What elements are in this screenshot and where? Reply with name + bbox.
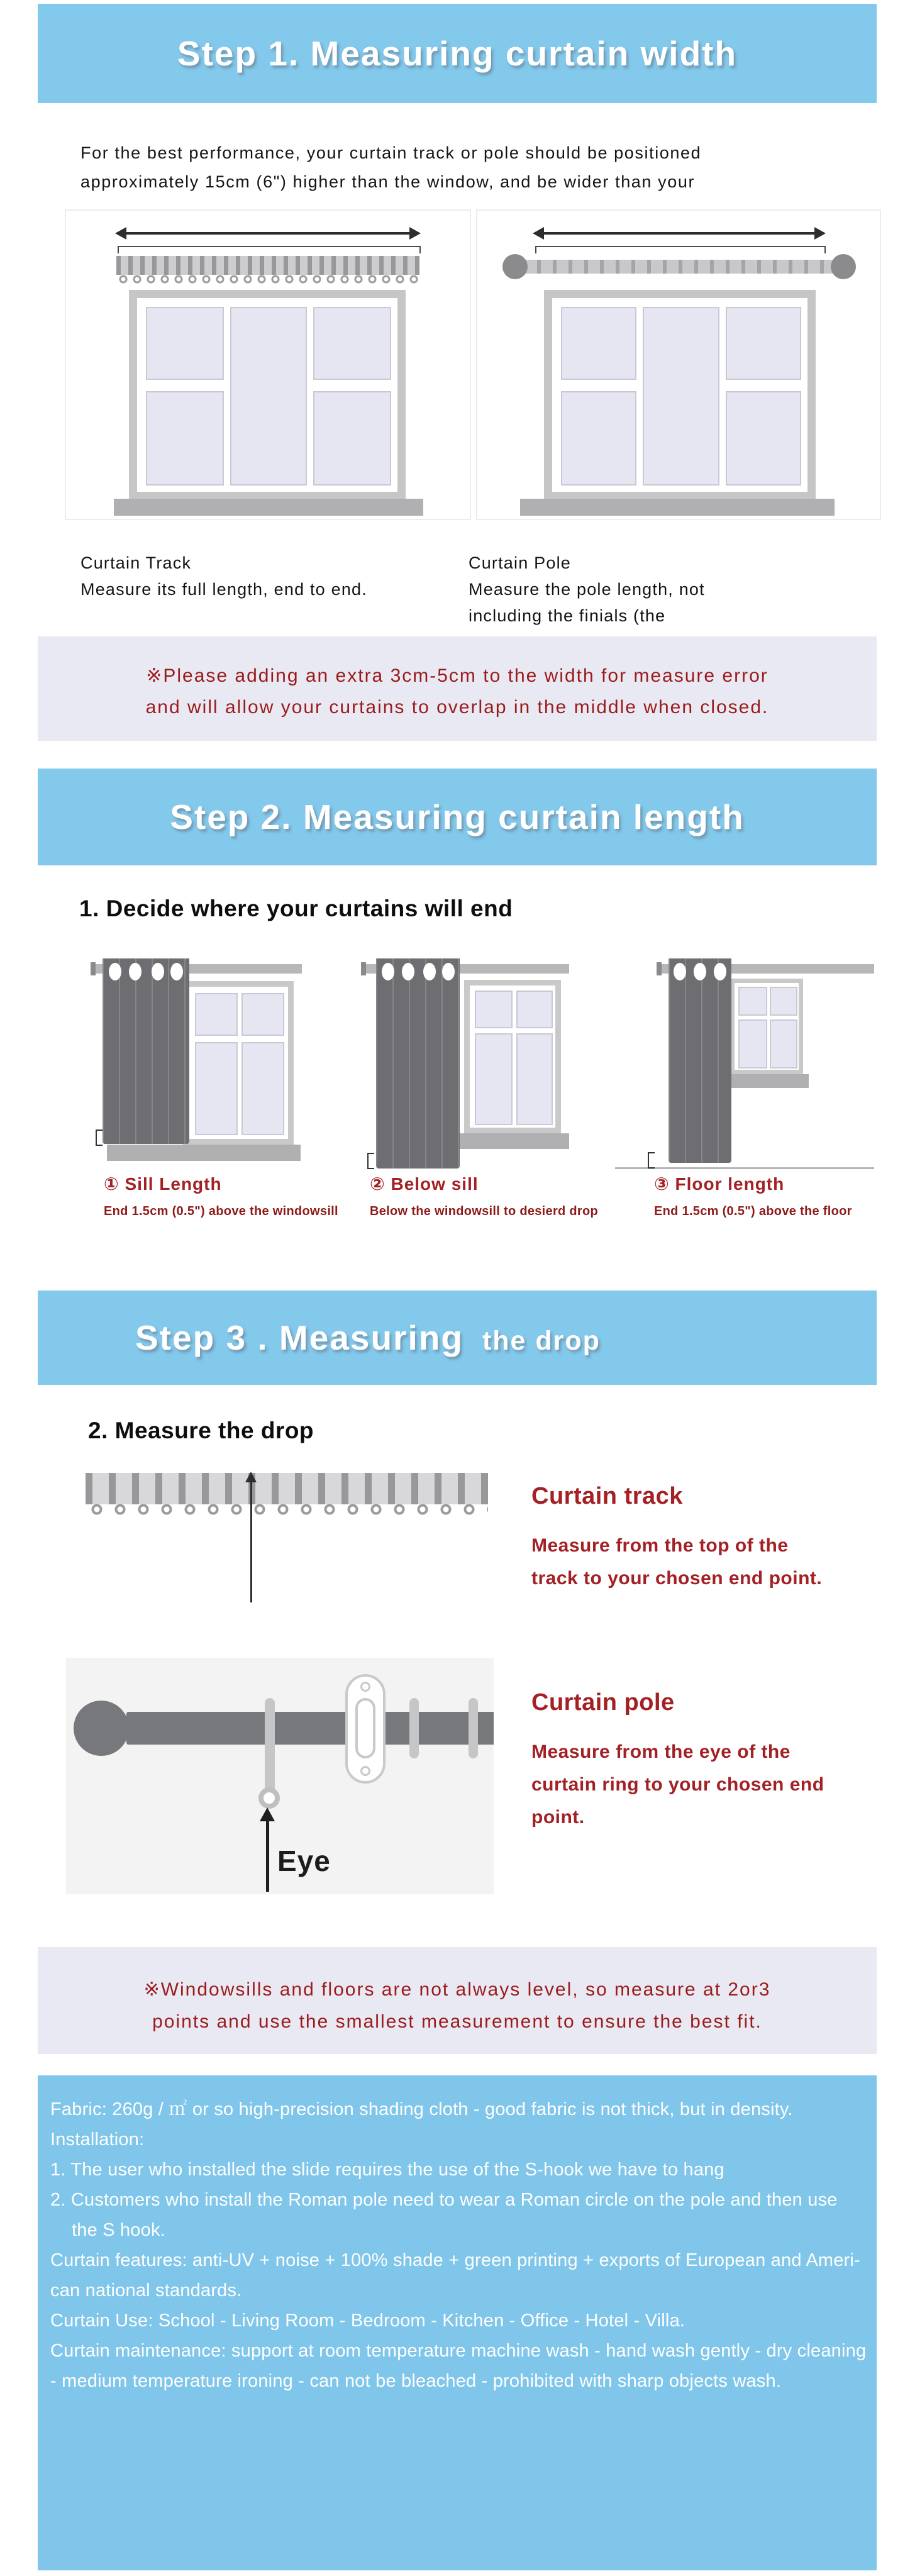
- grommet-icon: [402, 963, 414, 980]
- curtain-ring-graphic: [265, 1698, 275, 1792]
- level-notice-line1: ※Windowsills and floors are not always level, so measure at 2or3: [143, 1979, 771, 2000]
- grommet-icon: [152, 963, 164, 980]
- window-pane: [241, 1042, 284, 1135]
- footer-line: 2. Customers who install the Roman pole need to wear a Roman circle on the pole and then use: [50, 2190, 838, 2210]
- window-pane: [475, 1033, 513, 1125]
- curtain-track-graphic: [116, 256, 419, 275]
- pole-drop-line1: Measure from the eye of the: [531, 1741, 791, 1762]
- window-pane: [313, 307, 391, 380]
- footer-line: 1. The user who installed the slide requires the use of the S-hook we have to hang: [50, 2160, 724, 2180]
- pole-drop-line2: curtain ring to your chosen end: [531, 1774, 824, 1795]
- step2-title: Step 2. Measuring curtain length: [170, 797, 745, 836]
- pole-caption-body-line1: Measure the pole length, not: [469, 580, 705, 599]
- window-graphic: [464, 980, 561, 1133]
- eye-label: Eye: [277, 1845, 331, 1877]
- curtain-track-diagram: [65, 209, 471, 520]
- bracket-slot: [355, 1698, 375, 1758]
- pole-caption-body-line2: including the finials (the: [469, 606, 666, 625]
- window-frame: [470, 985, 555, 1128]
- window-pane: [738, 1019, 767, 1069]
- option-title: ③ Floor length: [654, 1174, 785, 1194]
- step3-title-sub: the drop: [482, 1326, 601, 1356]
- window-pane: [146, 307, 224, 380]
- option-desc: Below the windowsill to desierd drop: [370, 1204, 599, 1218]
- track-drop-body: [531, 1530, 822, 1595]
- footer-line: Curtain Use: School - Living Room - Bedroom - Kitchen - Office - Hotel - Villa.: [50, 2311, 685, 2331]
- window-graphic: [183, 981, 294, 1145]
- footer-spacer: [38, 2075, 877, 2094]
- window-pane: [561, 391, 636, 486]
- step1-title: Step 1. Measuring curtain width: [177, 34, 738, 73]
- window-graphic: [129, 290, 406, 500]
- pole-drop-body: [531, 1736, 824, 1834]
- step3-subtitle: 2. Measure the drop: [88, 1418, 314, 1443]
- window-pane: [770, 987, 797, 1016]
- window-pane: [516, 991, 553, 1028]
- window-frame: [137, 298, 397, 492]
- option-desc: End 1.5cm (0.5") above the floor: [654, 1204, 852, 1218]
- step1-header-band: [38, 4, 877, 103]
- level-notice: [38, 1947, 877, 2054]
- track-gliders-graphic: [86, 1503, 488, 1518]
- option-title: ① Sill Length: [104, 1174, 222, 1194]
- track-caption-body: Measure its full length, end to end.: [80, 580, 367, 599]
- option-sill-length: [104, 1174, 338, 1219]
- window-pane: [195, 1042, 238, 1135]
- width-notice: [38, 636, 877, 741]
- windowsill-graphic: [458, 1133, 569, 1149]
- curtain-graphic: [376, 958, 460, 1169]
- grommet-icon: [382, 963, 394, 980]
- window-graphic: [730, 979, 803, 1074]
- step1-intro-line2: approximately 15cm (6") higher than the window, and be wider than your: [80, 172, 696, 191]
- option-desc: End 1.5cm (0.5") above the windowsill: [104, 1204, 338, 1218]
- option-title: ② Below sill: [370, 1174, 479, 1194]
- step3-header-band: [38, 1291, 877, 1385]
- grommet-icon: [170, 963, 183, 980]
- window-pane: [770, 1019, 797, 1069]
- window-frame: [189, 987, 288, 1139]
- footer-line: Curtain maintenance: support at room temperature machine wash - hand wash gently - dry cleaning: [50, 2341, 867, 2361]
- window-pane: [241, 993, 284, 1036]
- footer-line: Curtain features: anti-UV + noise + 100% shade + green printing + exports of European and Ameri-: [50, 2250, 860, 2270]
- step2-header-band: [38, 769, 877, 865]
- curtain-graphic: [669, 958, 731, 1163]
- footer-line: - medium temperature ironing - can not be bleached - prohibited with sharp objects wash.: [50, 2371, 782, 2391]
- window-pane: [516, 1033, 553, 1125]
- window-pane: [738, 987, 767, 1016]
- grommet-icon: [694, 963, 706, 980]
- pole-drop-title: Curtain pole: [531, 1689, 675, 1716]
- track-caption: [80, 550, 367, 602]
- finial-right-icon: [831, 254, 856, 279]
- width-arrow-icon: [118, 232, 418, 235]
- pole-drop-line3: point.: [531, 1807, 585, 1828]
- wall-bracket-graphic: [345, 1674, 386, 1784]
- step1-intro-line1: For the best performance, your curtain track or pole should be positioned: [80, 143, 702, 162]
- length-mark-icon: [96, 1130, 103, 1146]
- window-pane: [475, 991, 513, 1028]
- grommet-icon: [109, 963, 121, 980]
- pole-caption: [469, 550, 705, 629]
- grommet-icon: [423, 963, 436, 980]
- eye-arrow-icon: [266, 1818, 269, 1892]
- track-caption-title: Curtain Track: [80, 553, 192, 572]
- curtain-track-graphic: [86, 1473, 488, 1504]
- track-drop-line1: Measure from the top of the: [531, 1535, 789, 1556]
- window-pane: [643, 307, 719, 486]
- windowsill-graphic: [724, 1074, 809, 1088]
- step2-subtitle: 1. Decide where your curtains will end: [79, 896, 513, 921]
- product-info-panel: [38, 2075, 877, 2570]
- pole-drop-illustration: [66, 1658, 494, 1894]
- pole-rod-graphic: [136, 1712, 494, 1745]
- track-drop-title: Curtain track: [531, 1483, 683, 1509]
- curtain-ring-graphic: [469, 1698, 478, 1758]
- window-pane: [146, 391, 224, 486]
- windowsill-graphic: [114, 499, 423, 516]
- footer-line: the S hook.: [72, 2220, 165, 2240]
- window-frame: [552, 298, 807, 492]
- window-pane: [561, 307, 636, 380]
- footer-line: Fabric: 260g / ㎡ or so high-precision shading cloth - good fabric is not thick, but in density.: [50, 2099, 793, 2119]
- track-drop-line2: track to your chosen end point.: [531, 1568, 823, 1589]
- window-pane: [230, 307, 307, 486]
- width-arrow-icon: [535, 232, 823, 235]
- track-gliders-graphic: [116, 274, 419, 286]
- curtain-pole-diagram: [476, 209, 881, 520]
- window-pane: [726, 307, 801, 380]
- grommet-icon: [674, 963, 686, 980]
- footer-line: can national standards.: [50, 2280, 242, 2301]
- footer-line: Installation:: [50, 2129, 145, 2150]
- curtain-ring-graphic: [409, 1698, 419, 1758]
- grommet-icon: [129, 963, 141, 980]
- curtain-graphic: [103, 958, 189, 1144]
- windowsill-graphic: [520, 499, 835, 516]
- finial-icon: [74, 1701, 129, 1756]
- width-notice-line2: and will allow your curtains to overlap in the middle when closed.: [145, 697, 769, 718]
- level-notice-line2: points and use the smallest measurement to ensure the best fit.: [152, 2011, 762, 2032]
- grommet-icon: [714, 963, 726, 980]
- length-mark-icon: [367, 1153, 374, 1169]
- window-frame: [735, 983, 799, 1070]
- option-floor-length: [654, 1174, 852, 1219]
- length-mark-icon: [648, 1152, 655, 1169]
- window-graphic: [544, 290, 816, 500]
- width-notice-line1: ※Please adding an extra 3cm-5cm to the width for measure error: [146, 665, 769, 686]
- pole-caption-title: Curtain Pole: [469, 553, 571, 572]
- window-pane: [313, 391, 391, 486]
- ring-eye-icon: [258, 1787, 280, 1809]
- curtain-pole-graphic: [521, 260, 837, 274]
- finial-left-icon: [502, 254, 528, 279]
- option-below-sill: [370, 1174, 598, 1219]
- grommet-icon: [442, 963, 455, 980]
- window-pane: [195, 993, 238, 1036]
- measure-bracket-icon: [535, 246, 826, 253]
- drop-arrow-icon: [250, 1482, 252, 1602]
- step3-title-main: Step 3 . Measuring: [135, 1318, 463, 1357]
- windowsill-graphic: [107, 1145, 301, 1161]
- window-pane: [726, 391, 801, 486]
- step1-intro: [80, 138, 701, 196]
- measure-bracket-icon: [118, 246, 421, 253]
